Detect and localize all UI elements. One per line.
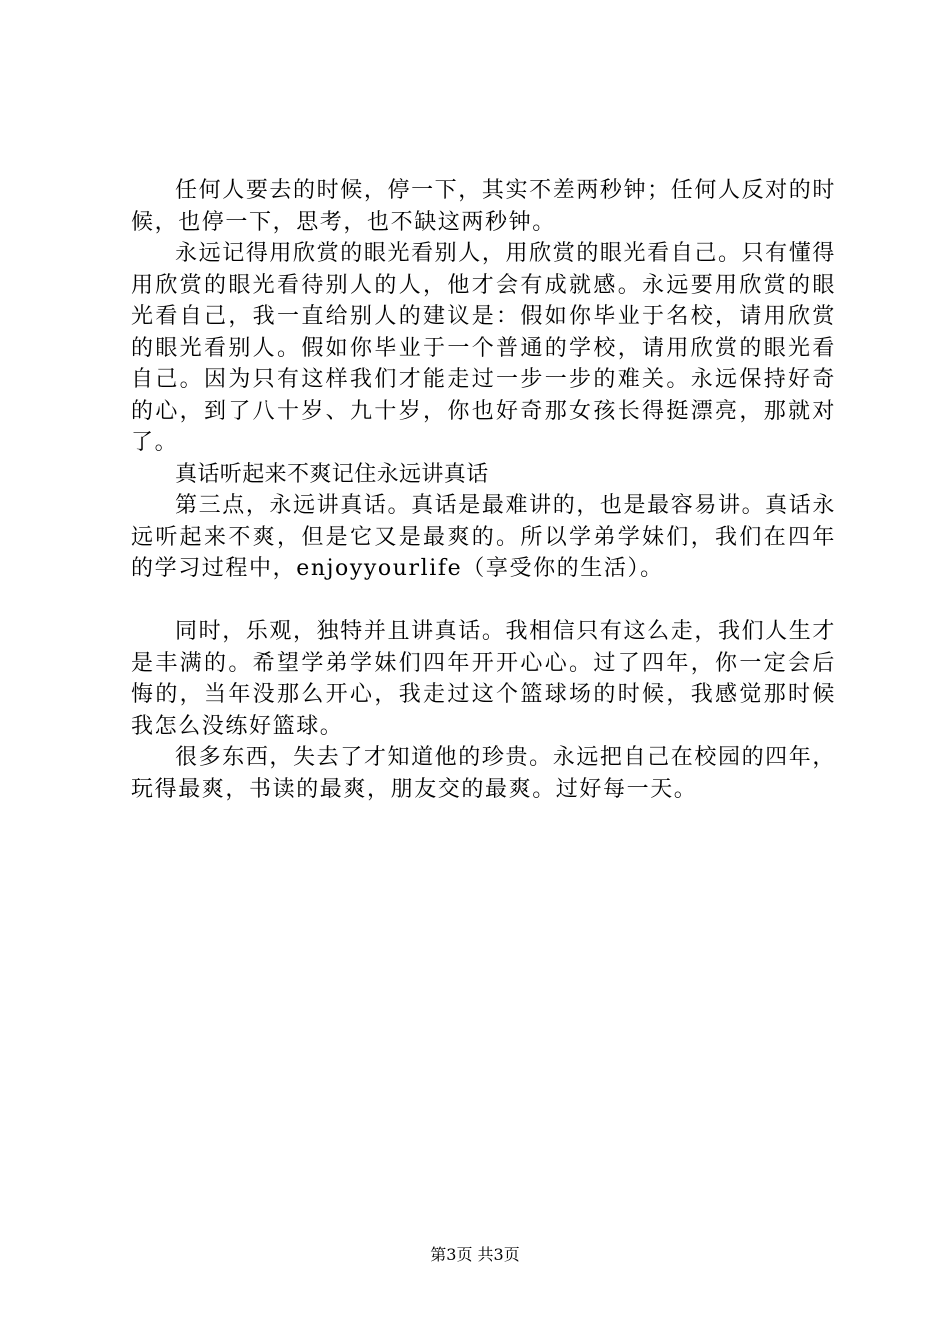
paragraph-cherish: 很多东西，失去了才知道他的珍贵。永远把自己在校园的四年，玩得最爽，书读的最爽，朋友交的最爽。过好每一天。: [131, 745, 836, 802]
page-number-footer: 第3页 共3页: [430, 1245, 520, 1264]
paragraph-appreciation: 永远记得用欣赏的眼光看别人，用欣赏的眼光看自己。只有懂得用欣赏的眼光看待别人的人，他才会有成就感。永远要用欣赏的眼光看自己，我一直给别人的建议是：假如你毕业于名校，请用欣赏的眼光看别人。假如你毕业于一个普通的学校，请用欣赏的眼光看自己。因为只有这样我们才能走过一步一步的难关。永远保持好奇的心，到了八十岁、九十岁，你也好奇那女孩长得挺漂亮，那就对了。: [131, 241, 836, 455]
paragraph-optimism: 同时，乐观，独特并且讲真话。我相信只有这么走，我们人生才是丰满的。希望学弟学妹们四年开开心心。过了四年，你一定会后悔的，当年没那么开心，我走过这个篮球场的时候，我感觉那时候我怎么没练好篮球。: [131, 619, 836, 739]
document-body: [131, 175, 836, 805]
section-heading-truth: 真话听起来不爽记住永远讲真话: [175, 461, 489, 487]
paragraph-truth: 第三点，永远讲真话。真话是最难讲的，也是最容易讲。真话永远听起来不爽，但是它又是最爽的。所以学弟学妹们，我们在四年的学习过程中，enjoyyourlife（享受你的生活）。: [131, 493, 836, 581]
paragraph-pause: 任何人要去的时候，停一下，其实不差两秒钟；任何人反对的时候，也停一下，思考，也不缺这两秒钟。: [131, 178, 836, 235]
